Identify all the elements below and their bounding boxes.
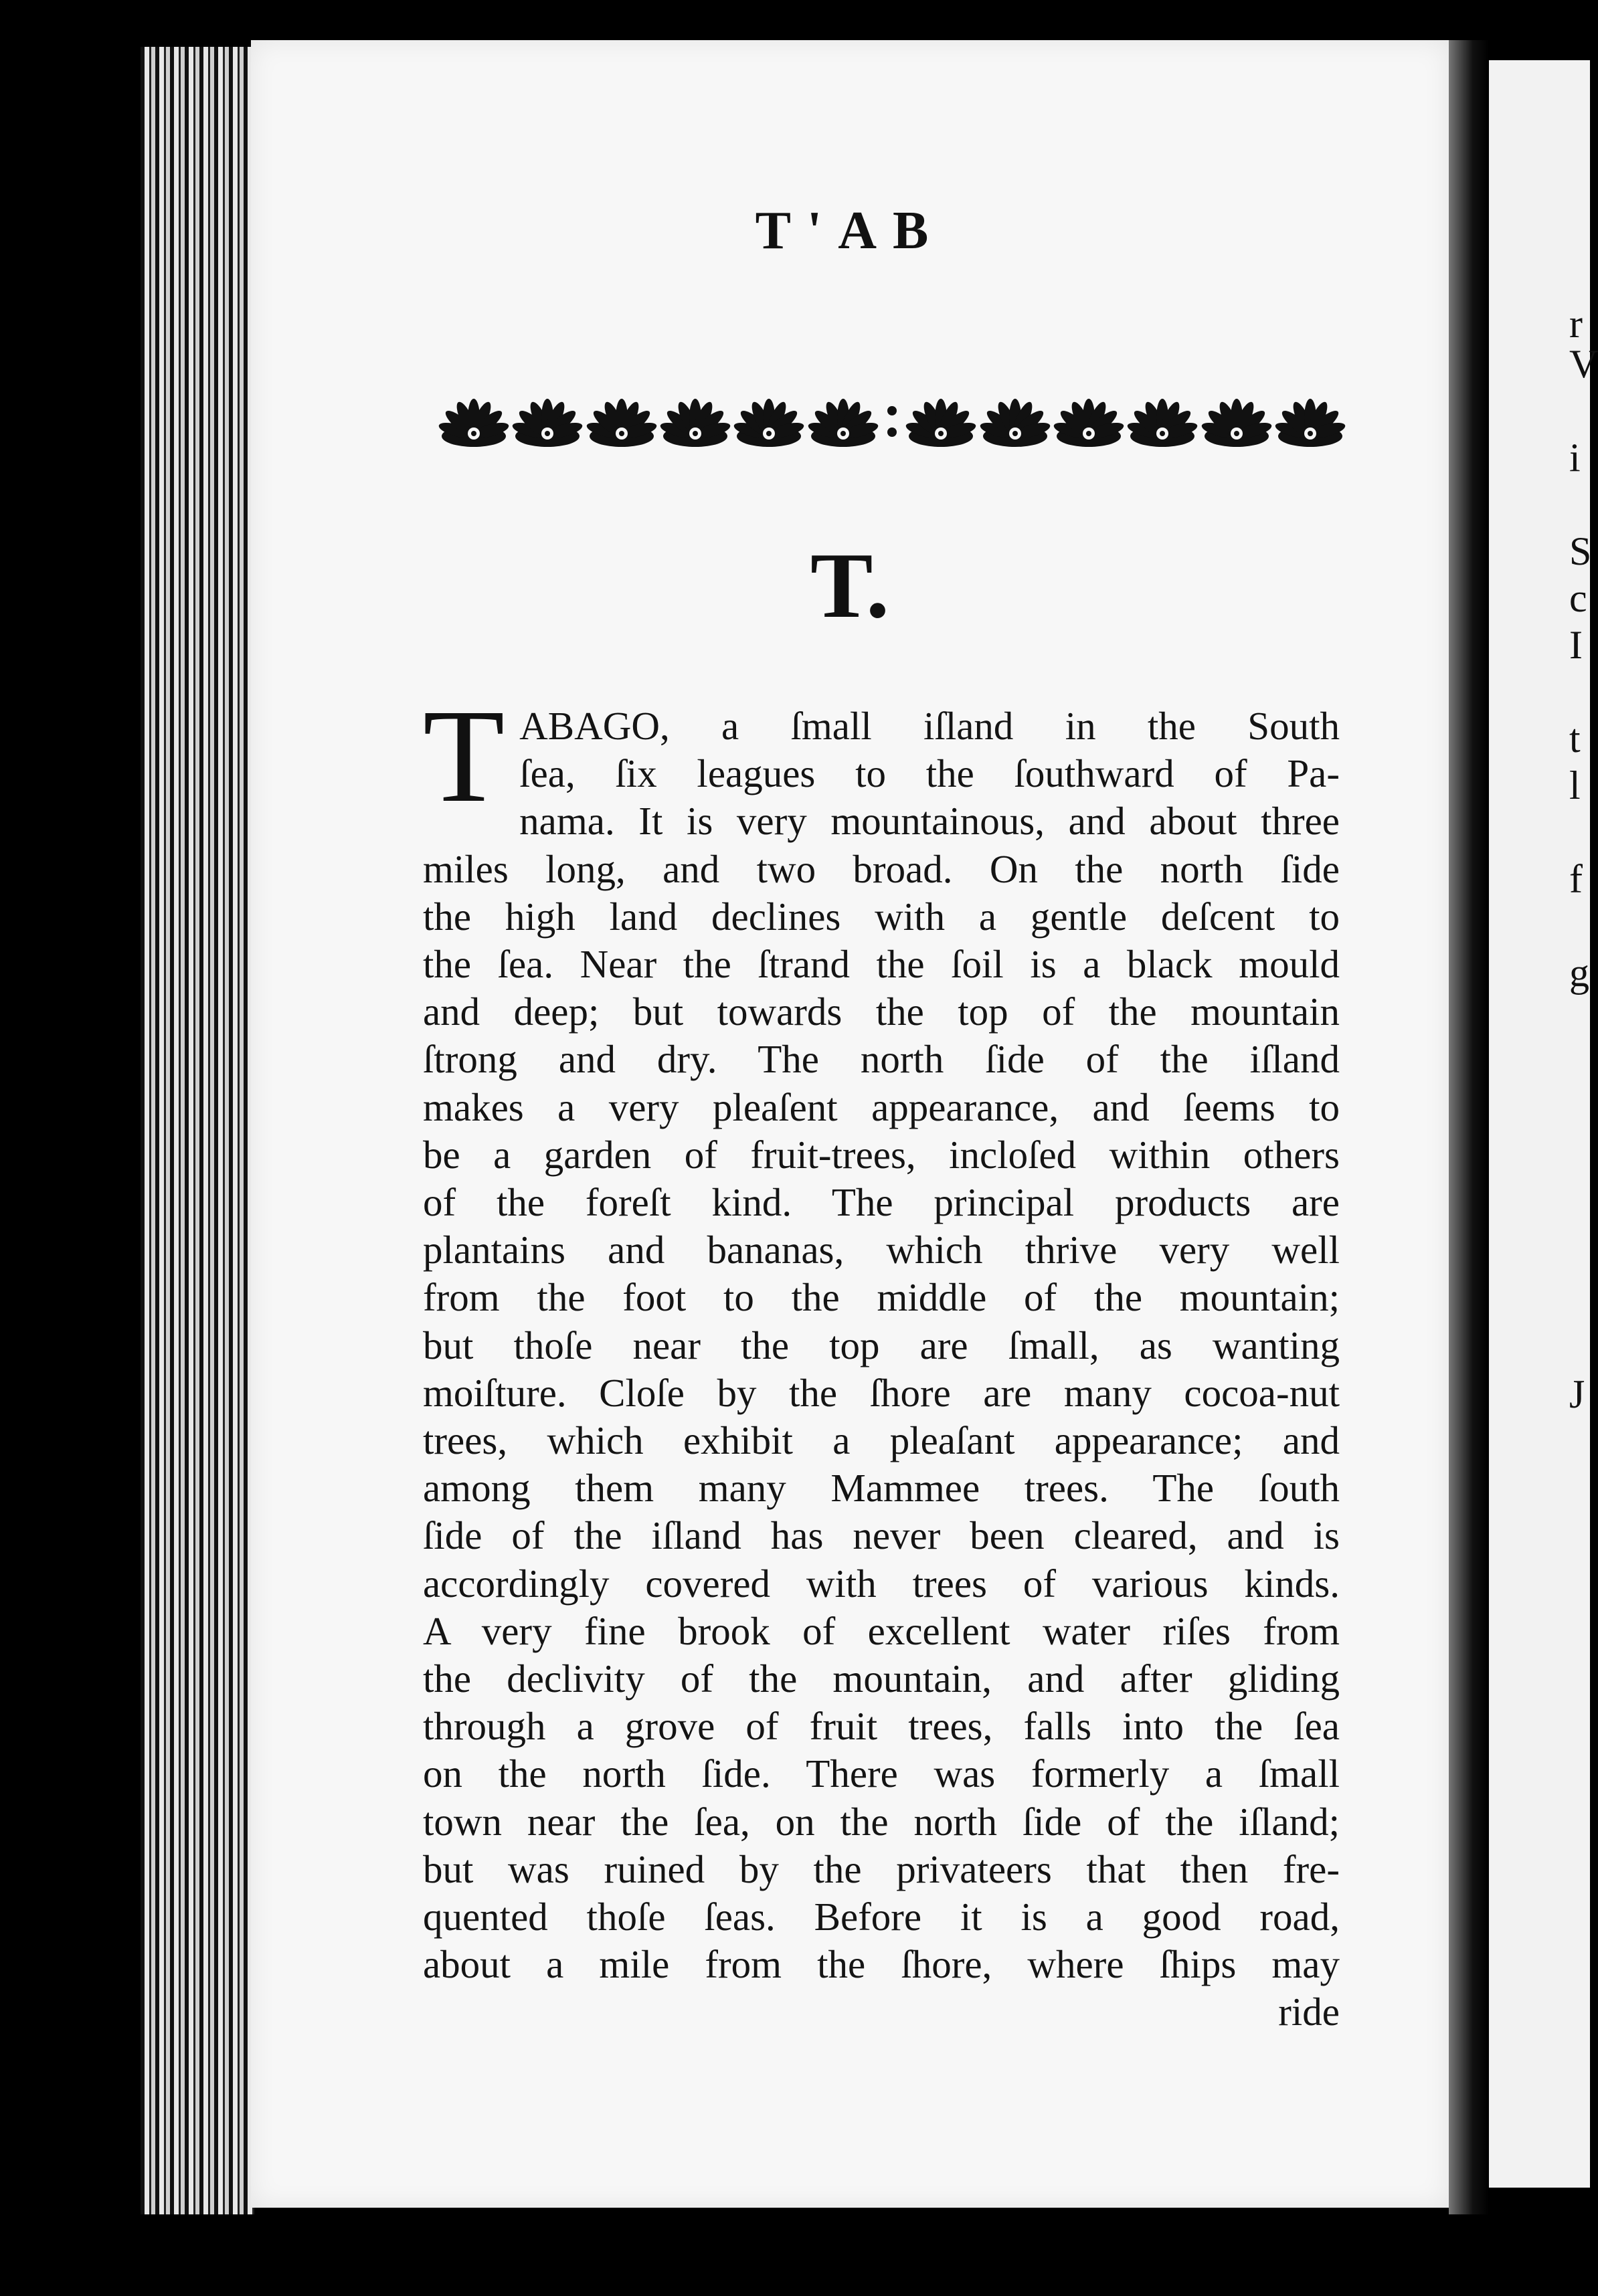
next-page-fragment: J bbox=[1569, 1372, 1585, 1416]
text-line: on the north ſide. There was formerly a ſmall bbox=[423, 1751, 1340, 1796]
text-line: and deep; but towards the top of the mountain bbox=[423, 989, 1340, 1034]
drop-cap: T bbox=[423, 682, 505, 830]
next-page-fragment: c bbox=[1569, 576, 1587, 620]
shell-ornament-icon bbox=[1203, 395, 1270, 448]
text-line: ſea, ſix leagues to the ſouthward of Pa- bbox=[519, 751, 1340, 796]
catchword: ride bbox=[1278, 1990, 1340, 2034]
text-line: quented thoſe ſeas. Before it is a good road, bbox=[423, 1895, 1340, 1939]
text-line: plantains and bananas, which thrive very well bbox=[423, 1228, 1340, 1272]
text-line: the declivity of the mountain, and after gliding bbox=[423, 1656, 1340, 1701]
text-line: among them many Mammee trees. The ſouth bbox=[423, 1466, 1340, 1511]
section-letter: T. bbox=[810, 534, 889, 638]
shell-ornament-icon bbox=[662, 395, 729, 448]
shell-ornament-icon bbox=[982, 395, 1049, 448]
shell-ornament-icon bbox=[1129, 395, 1196, 448]
book-gutter bbox=[1449, 40, 1489, 2214]
next-page-fragment: I bbox=[1569, 623, 1583, 667]
next-page-fragment: t bbox=[1569, 716, 1581, 761]
text-line: ſide of the iſland has never been cleared, and is bbox=[423, 1513, 1340, 1558]
text-line: ſtrong and dry. The north ſide of the iſland bbox=[423, 1037, 1340, 1082]
shell-ornament-icon bbox=[907, 395, 974, 448]
ornament-colon bbox=[883, 395, 901, 448]
page-edges bbox=[141, 47, 254, 2214]
text-line: makes a very pleaſent appearance, and ſeems to bbox=[423, 1084, 1340, 1129]
text-line: be a garden of fruit-trees, incloſed within others bbox=[423, 1132, 1340, 1177]
shell-ornament-icon bbox=[514, 395, 581, 448]
text-line: A very fine brook of excellent water riſes from bbox=[423, 1608, 1340, 1653]
text-line: town near the ſea, on the north ſide of the iſland; bbox=[423, 1799, 1340, 1844]
shell-ornament-icon bbox=[1055, 395, 1122, 448]
text-line: of the foreſt kind. The principal products are bbox=[423, 1180, 1340, 1225]
text-line: but thoſe near the top are ſmall, as wanting bbox=[423, 1323, 1340, 1367]
next-page-fragment: l bbox=[1569, 763, 1581, 807]
text-line: the high land declines with a gentle deſcent to bbox=[423, 894, 1340, 939]
next-page-fragment: S bbox=[1569, 529, 1592, 573]
shell-ornament-icon bbox=[1277, 395, 1344, 448]
text-line: but was ruined by the privateers that then fre- bbox=[423, 1846, 1340, 1891]
text-line: the ſea. Near the ſtrand the ſoil is a black mould bbox=[423, 942, 1340, 987]
text-line: moiſture. Cloſe by the ſhore are many cocoa-nut bbox=[423, 1370, 1340, 1415]
body-text bbox=[423, 682, 1340, 2036]
ornament-band bbox=[440, 391, 1344, 452]
next-page-fragment: r bbox=[1569, 302, 1583, 346]
shell-ornament-icon bbox=[810, 395, 877, 448]
text-line: about a mile from the ſhore, where ſhips may bbox=[423, 1942, 1340, 1987]
running-head: T'AB bbox=[755, 201, 945, 260]
shell-ornament-icon bbox=[735, 395, 802, 448]
next-page-fragment: i bbox=[1569, 436, 1581, 480]
text-line: nama. It is very mountainous, and about three bbox=[519, 799, 1340, 844]
text-line: from the foot to the middle of the mountain; bbox=[423, 1275, 1340, 1320]
text-line: trees, which exhibit a pleaſant appearance; and bbox=[423, 1418, 1340, 1463]
shell-ornament-icon bbox=[588, 395, 655, 448]
text-line: through a grove of fruit trees, falls into the ſea bbox=[423, 1704, 1340, 1749]
next-page-fragment: V bbox=[1569, 342, 1598, 386]
text-line: ABAGO, a ſmall iſland in the South bbox=[519, 704, 1340, 748]
text-line: accordingly covered with trees of various kinds. bbox=[423, 1561, 1340, 1606]
text-line: miles long, and two broad. On the north ſide bbox=[423, 846, 1340, 891]
next-page-edge bbox=[1489, 60, 1598, 2188]
shell-ornament-icon bbox=[440, 395, 507, 448]
next-page-fragment: g bbox=[1569, 951, 1589, 995]
next-page-fragment: f bbox=[1569, 857, 1583, 901]
